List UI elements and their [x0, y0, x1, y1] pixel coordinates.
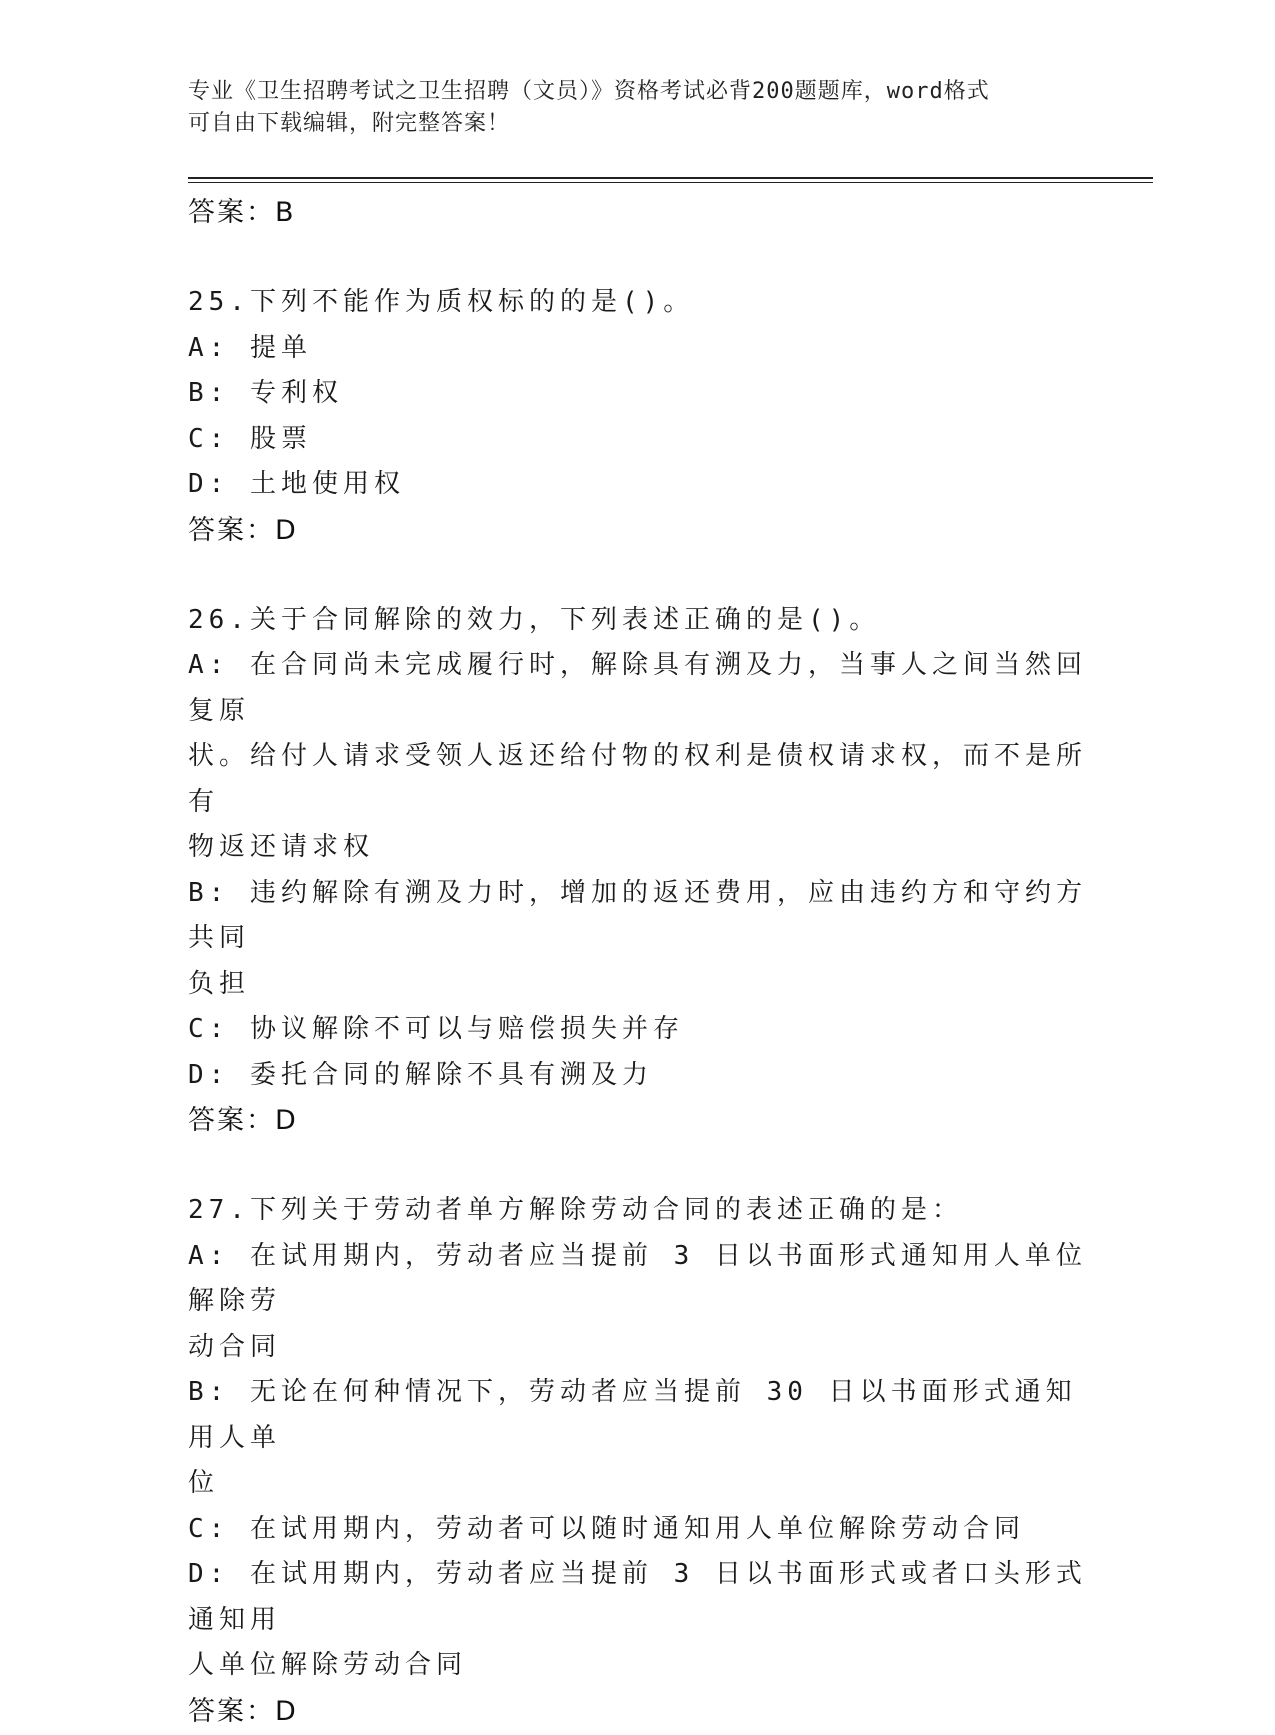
page-header [188, 76, 1088, 140]
question-stem: 25.下列不能作为质权标的的是()。 [188, 287, 695, 317]
spacer [188, 1144, 1088, 1188]
document-body [188, 190, 1088, 1735]
option-d: D: 委托合同的解除不具有溯及力 [188, 1059, 653, 1090]
option-d-continued: 人单位解除劳动合同 [188, 1650, 468, 1680]
option-d: D: 土地使用权 [188, 469, 405, 499]
option-c: C: 股票 [188, 423, 312, 454]
question-25 [188, 280, 1088, 554]
answer-line: 答案：B [188, 197, 296, 228]
option-b: B: 违约解除有溯及力时，增加的返还费用，应由违约方和守约方共同 [188, 877, 1087, 953]
header-title-line-2: 可自由下载编辑，附完整答案！ [188, 111, 511, 136]
question-stem: 26.关于合同解除的效力，下列表述正确的是()。 [188, 604, 881, 635]
option-a: A: 在合同尚未完成履行时，解除具有溯及力，当事人之间当然回复原 [188, 650, 1087, 726]
spacer [188, 236, 1088, 280]
option-a: A: 在试用期内，劳动者应当提前 3 日以书面形式通知用人单位解除劳 [188, 1240, 1087, 1316]
option-c: C: 协议解除不可以与赔偿损失并存 [188, 1014, 684, 1044]
option-b: B: 无论在何种情况下，劳动者应当提前 30 日以书面形式通知用人单 [188, 1377, 1077, 1453]
header-title-line-1: 专业《卫生招聘考试之卫生招聘（文员）》资格考试必背200题题库，word格式 [188, 79, 990, 104]
question-26 [188, 598, 1088, 1145]
option-a: A: 提单 [188, 332, 312, 363]
answer-line: 答案：D [188, 1695, 298, 1727]
option-b-continued: 负担 [188, 968, 251, 999]
question-stem: 27.下列关于劳动者单方解除劳动合同的表述正确的是： [188, 1195, 963, 1225]
option-a-continued: 物返还请求权 [188, 832, 375, 862]
option-b-continued: 位 [188, 1468, 220, 1498]
option-c: C: 在试用期内，劳动者可以随时通知用人单位解除劳动合同 [188, 1513, 1025, 1544]
answer-line: 答案：D [188, 514, 298, 546]
option-a-continued: 动合同 [188, 1331, 282, 1362]
question-27 [188, 1188, 1088, 1735]
answer-line: 答案：D [188, 1105, 298, 1136]
option-a-continued: 状。给付人请求受领人返还给付物的权利是债权请求权，而不是所有 [188, 741, 1088, 817]
header-divider-thick [188, 177, 1153, 179]
option-b: B: 专利权 [188, 378, 343, 408]
option-d: D: 在试用期内，劳动者应当提前 3 日以书面形式或者口头形式通知用 [188, 1559, 1087, 1635]
header-divider-thin [188, 182, 1153, 183]
spacer [188, 554, 1088, 598]
